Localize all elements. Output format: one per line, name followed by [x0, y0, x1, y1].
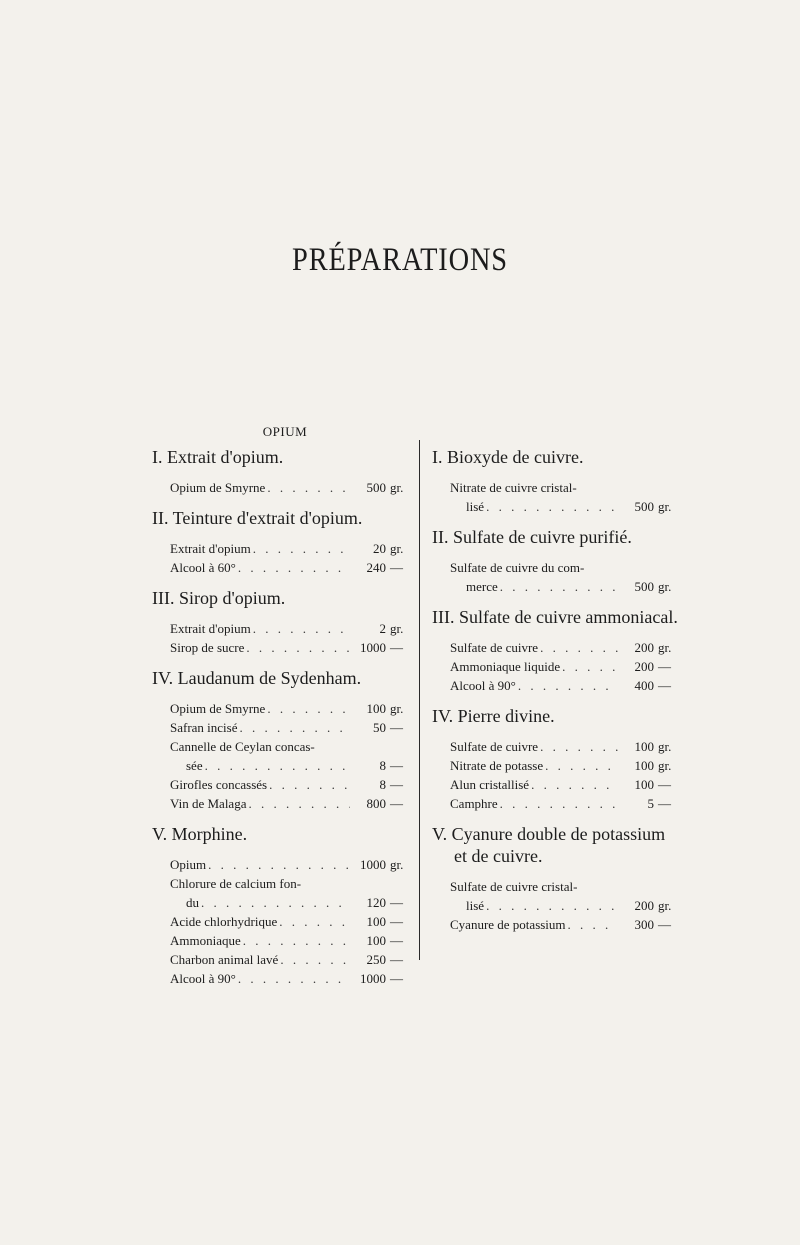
recipe-heading: IV. Pierre divine. [432, 706, 555, 726]
dot-leader [484, 896, 618, 915]
ingredient-name: Extrait d'opium [170, 621, 251, 636]
ingredient-unit: — [390, 971, 403, 986]
ingredient-label-start: Sulfate de cuivre du com- [450, 560, 585, 575]
ingredient-row [450, 737, 682, 756]
ingredient-unit: gr. [658, 739, 672, 754]
ingredient-row [170, 969, 414, 988]
ingredient-unit: gr. [390, 621, 404, 636]
ingredient-unit: — [390, 560, 403, 575]
ingredient-name: Nitrate de potasse [450, 758, 544, 773]
recipe-heading: I. Bioxyde de cuivre. [432, 447, 584, 467]
dot-leader [267, 775, 350, 794]
ingredient-quantity: 100 [634, 777, 654, 792]
ingredient-unit: — [658, 777, 671, 792]
ingredient-list [170, 539, 414, 577]
ingredient-name: Alcool à 60° [170, 560, 236, 575]
ingredient-name: Sirop de sucre [170, 640, 245, 655]
ingredient-quantity: 500 [366, 480, 386, 495]
dot-leader [246, 794, 350, 813]
ingredient-unit: — [390, 796, 403, 811]
recipe-heading: V. Cyanure double de potassium et de cuivre. [432, 824, 666, 866]
ingredient-row [170, 893, 414, 912]
ingredient-row [170, 638, 414, 657]
ingredient-name: Camphre [450, 796, 498, 811]
ingredient-quantity: 200 [634, 640, 654, 655]
ingredient-name: Opium [170, 857, 207, 872]
ingredient-name: Sulfate de cuivre [450, 640, 539, 655]
ingredient-name: Girofles concassés [170, 777, 268, 792]
ingredient-list [170, 619, 414, 657]
ingredient-unit: gr. [658, 640, 672, 655]
ingredient-quantity: 100 [366, 914, 386, 929]
ingredient-name: lisé [466, 898, 485, 913]
ingredient-quantity: 500 [634, 499, 654, 514]
ingredient-unit: gr. [658, 898, 672, 913]
ingredient-row [170, 539, 414, 558]
ingredient-name: Alcool à 90° [170, 971, 236, 986]
ingredient-list [450, 737, 682, 813]
ingredient-quantity: 120 [366, 895, 386, 910]
dot-leader [543, 756, 618, 775]
ingredient-name: Sulfate de cuivre [450, 739, 539, 754]
ingredient-quantity: 200 [634, 898, 654, 913]
ingredient-row [450, 915, 682, 934]
ingredient-quantity: 8 [379, 777, 386, 792]
recipe-heading: V. Morphine. [152, 824, 248, 844]
ingredient-name: Acide chlorhydrique [170, 914, 278, 929]
dot-leader [199, 893, 350, 912]
ingredient-row [170, 756, 414, 775]
dot-leader [560, 657, 618, 676]
dot-leader [277, 912, 350, 931]
ingredient-name: Safran incisé [170, 720, 238, 735]
ingredient-name: Alcool à 90° [450, 678, 516, 693]
ingredient-unit: gr. [390, 541, 404, 556]
ingredient-row [450, 676, 682, 695]
dot-leader [484, 497, 618, 516]
ingredient-row [450, 577, 682, 596]
ingredient-row [450, 896, 682, 915]
dot-leader [244, 638, 350, 657]
ingredient-label-start: Chlorure de calcium fon- [170, 876, 302, 891]
ingredient-name: Alun cristallisé [450, 777, 530, 792]
ingredient-quantity: 50 [373, 720, 386, 735]
ingredient-row [170, 775, 414, 794]
ingredient-row [170, 619, 414, 638]
ingredient-name: merce [466, 579, 498, 594]
ingredient-unit: gr. [658, 758, 672, 773]
ingredient-row [450, 657, 682, 676]
ingredient-unit: gr. [658, 579, 672, 594]
recipe-heading: III. Sulfate de cuivre ammoniacal. [432, 607, 678, 627]
dot-leader [251, 539, 350, 558]
recipe-heading: II. Sulfate de cuivre purifié. [432, 527, 632, 547]
ingredient-quantity: 250 [366, 952, 386, 967]
dot-leader [236, 558, 350, 577]
recipe-heading: III. Sirop d'opium. [152, 588, 286, 608]
ingredient-label-start: Nitrate de cuivre cristal- [450, 480, 577, 495]
ingredient-list [170, 855, 414, 988]
dot-leader [251, 619, 350, 638]
dot-leader [238, 718, 350, 737]
ingredient-unit: — [390, 640, 403, 655]
ingredient-row [170, 718, 414, 737]
ingredient-row [450, 638, 682, 657]
dot-leader [566, 915, 618, 934]
ingredient-quantity: 2 [379, 621, 386, 636]
ingredient-row [170, 699, 414, 718]
ingredient-unit: — [658, 917, 671, 932]
recipe-heading: IV. Laudanum de Sydenham. [152, 668, 362, 688]
ingredient-unit: gr. [390, 701, 404, 716]
ingredient-list [450, 877, 682, 934]
ingredient-row [170, 794, 414, 813]
ingredient-quantity: 240 [366, 560, 386, 575]
ingredient-quantity: 100 [634, 758, 654, 773]
ingredient-name: du [186, 895, 199, 910]
ingredient-unit: gr. [390, 857, 404, 872]
column-divider [419, 440, 420, 960]
ingredient-quantity: 1000 [360, 971, 386, 986]
ingredient-name: Extrait d'opium [170, 541, 251, 556]
ingredient-unit: gr. [658, 499, 672, 514]
ingredient-quantity: 200 [634, 659, 654, 674]
ingredient-row [450, 756, 682, 775]
ingredient-row [170, 855, 414, 874]
ingredient-quantity: 100 [366, 933, 386, 948]
ingredient-unit: — [658, 678, 671, 693]
dot-leader [236, 969, 350, 988]
ingredient-row [450, 794, 682, 813]
ingredient-list [450, 638, 682, 695]
left-column [152, 446, 414, 998]
ingredient-quantity: 100 [634, 739, 654, 754]
ingredient-quantity: 100 [366, 701, 386, 716]
ingredient-quantity: 1000 [360, 857, 386, 872]
ingredient-name: Ammoniaque [170, 933, 241, 948]
ingredient-label-start: Sulfate de cuivre cristal- [450, 879, 578, 894]
right-column [432, 446, 682, 944]
ingredient-unit: — [390, 895, 403, 910]
ingredient-row [450, 497, 682, 516]
page-title: PRÉPARATIONS [292, 242, 508, 278]
ingredient-name: Opium de Smyrne [170, 701, 266, 716]
ingredient-name: sée [186, 758, 203, 773]
dot-leader [265, 478, 350, 497]
section-heading: OPIUM [262, 424, 308, 439]
ingredient-name: Charbon animal lavé [170, 952, 279, 967]
ingredient-row [170, 931, 414, 950]
dot-leader [538, 638, 618, 657]
dot-leader [241, 931, 350, 950]
ingredient-row [170, 950, 414, 969]
ingredient-list [170, 699, 414, 813]
recipe-heading: I. Extrait d'opium. [152, 447, 284, 467]
ingredient-quantity: 300 [634, 917, 654, 932]
ingredient-quantity: 1000 [360, 640, 386, 655]
dot-leader [516, 676, 618, 695]
ingredient-unit: — [658, 659, 671, 674]
ingredient-unit: — [390, 720, 403, 735]
ingredient-unit: gr. [390, 480, 404, 495]
ingredient-unit: — [390, 777, 403, 792]
dot-leader [498, 577, 618, 596]
ingredient-unit: — [390, 952, 403, 967]
dot-leader [498, 794, 618, 813]
dot-leader [203, 756, 350, 775]
ingredient-quantity: 20 [373, 541, 386, 556]
ingredient-unit: — [390, 914, 403, 929]
ingredient-row [170, 912, 414, 931]
ingredient-quantity: 400 [634, 678, 654, 693]
ingredient-quantity: 800 [366, 796, 386, 811]
dot-leader [206, 855, 350, 874]
ingredient-quantity: 8 [379, 758, 386, 773]
recipe-heading: II. Teinture d'extrait d'opium. [152, 508, 363, 528]
dot-leader [538, 737, 618, 756]
ingredient-row [450, 775, 682, 794]
dot-leader [278, 950, 350, 969]
ingredient-quantity: 500 [634, 579, 654, 594]
ingredient-unit: — [390, 933, 403, 948]
dot-leader [529, 775, 618, 794]
ingredient-name: Cyanure de potassium [450, 917, 566, 932]
ingredient-name: Opium de Smyrne [170, 480, 266, 495]
ingredient-name: Vin de Malaga [170, 796, 247, 811]
ingredient-label-start: Cannelle de Ceylan concas- [170, 739, 315, 754]
ingredient-name: lisé [466, 499, 485, 514]
ingredient-unit: — [658, 796, 671, 811]
ingredient-unit: — [390, 758, 403, 773]
ingredient-row [170, 558, 414, 577]
ingredient-list [170, 478, 414, 497]
ingredient-list [450, 558, 682, 596]
dot-leader [265, 699, 350, 718]
ingredient-quantity: 5 [647, 796, 654, 811]
ingredient-name: Ammoniaque liquide [450, 659, 561, 674]
ingredient-row [170, 478, 414, 497]
ingredient-list [450, 478, 682, 516]
